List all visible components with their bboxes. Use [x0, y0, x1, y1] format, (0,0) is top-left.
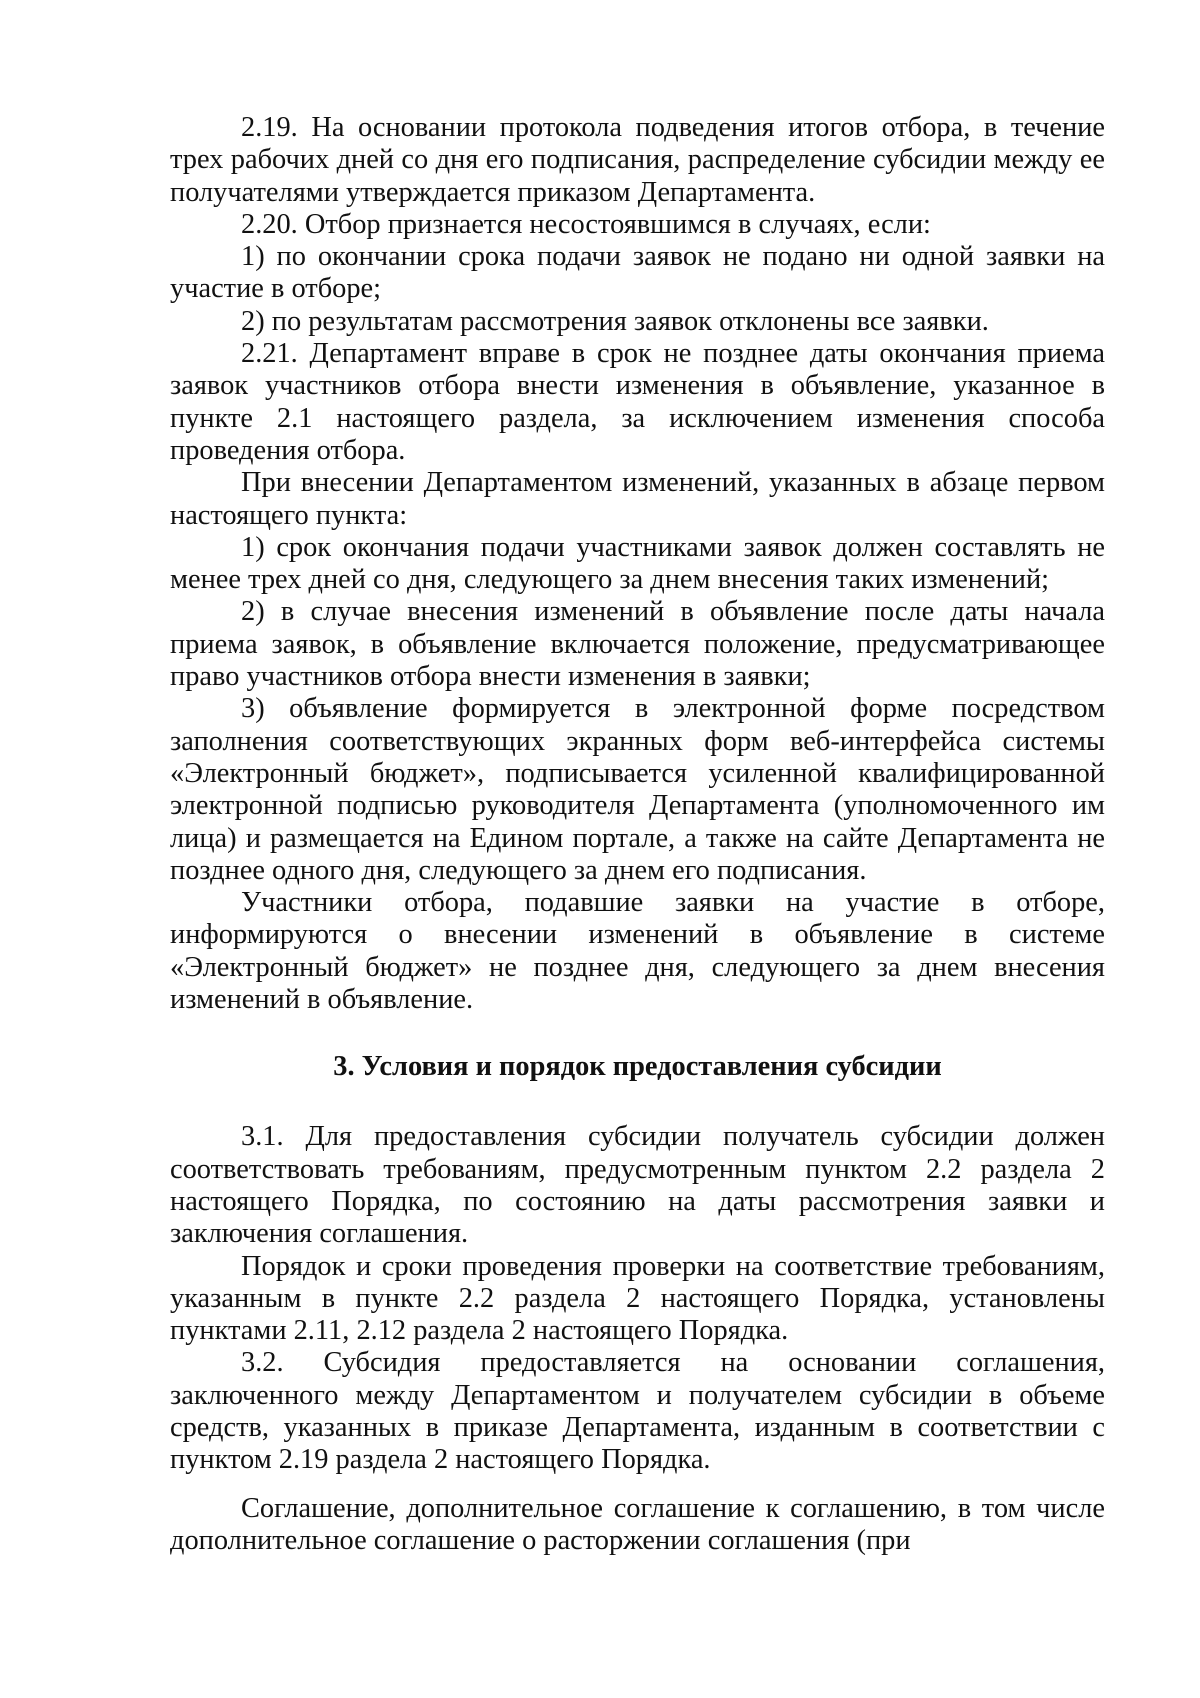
paragraph-2-21-item-2: 2) в случае внесения изменений в объявление после даты начала приема заявок, в объявление включается положение, предусматривающее право участников отбора внести изменения в заявки; [170, 596, 1105, 693]
section-3-heading: 3. Условия и порядок предоставления субсидии [333, 1051, 942, 1083]
paragraph-2-21-participants: Участники отбора, подавшие заявки на участие в отборе, информируются о внесении изменений в объявление в системе «Электронный бюджет» не позднее дня, следующего за днем внесения изменений в объявление. [170, 887, 1105, 1016]
paragraph-2-21-intro: При внесении Департаментом изменений, указанных в абзаце первом настоящего пункта: [170, 467, 1105, 531]
paragraph-3-1: 3.1. Для предоставления субсидии получатель субсидии должен соответствовать требованиям, предусмотренным пунктом 2.2 раздела 2 настоящего Порядка, по состоянию на даты рассмотрения заявки и заключения соглашения. [170, 1121, 1105, 1250]
paragraph-2-21: 2.21. Департамент вправе в срок не позднее даты окончания приема заявок участников отбора внести изменения в объявление, указанное в пункте 2.1 настоящего раздела, за исключением изменения способа проведения отбора. [170, 338, 1105, 466]
paragraph-3-2-agreement: Соглашение, дополнительное соглашение к соглашению, в том числе дополнительное соглашение о расторжении соглашения (при [170, 1492, 1105, 1556]
paragraph-2-21-item-1: 1) срок окончания подачи участниками заявок должен составлять не менее трех дней со дня, следующего за днем внесения таких изменений; [170, 531, 1105, 596]
paragraph-2-20-item-2: 2) по результатам рассмотрения заявок отклонены все заявки. [241, 305, 989, 337]
paragraph-2-20-item-1: 1) по окончании срока подачи заявок не подано ни одной заявки на участие в отборе; [170, 241, 1105, 305]
paragraph-3-2: 3.2. Субсидия предоставляется на основании соглашения, заключенного между Департаментом и получателем субсидии в объеме средств, указанных в приказе Департамента, изданным в соответствии с пунктом 2.19 раздела 2 настоящего Порядка. [170, 1347, 1105, 1476]
paragraph-2-20: 2.20. Отбор признается несостоявшимся в случаях, если: [241, 208, 931, 240]
paragraph-3-1-verification: Порядок и сроки проведения проверки на соответствие требованиям, указанным в пункте 2.2 раздела 2 настоящего Порядка, установлены пунктами 2.11, 2.12 раздела 2 настоящего Порядка. [170, 1250, 1105, 1347]
document-body [170, 112, 1105, 1557]
paragraph-2-21-item-3: 3) объявление формируется в электронной форме посредством заполнения соответствующих экранных форм веб-интерфейса системы «Электронный бюджет», подписывается усиленной квалифицированной электронной подписью руководителя Департамента (уполномоченного им лица) и размещается на Едином портале, а также на сайте Департамента не позднее одного дня, следующего за днем его подписания. [170, 693, 1105, 886]
paragraph-2-19: 2.19. На основании протокола подведения итогов отбора, в течение трех рабочих дней со дня его подписания, распределение субсидии между ее получателями утверждается приказом Департамента. [170, 112, 1105, 208]
